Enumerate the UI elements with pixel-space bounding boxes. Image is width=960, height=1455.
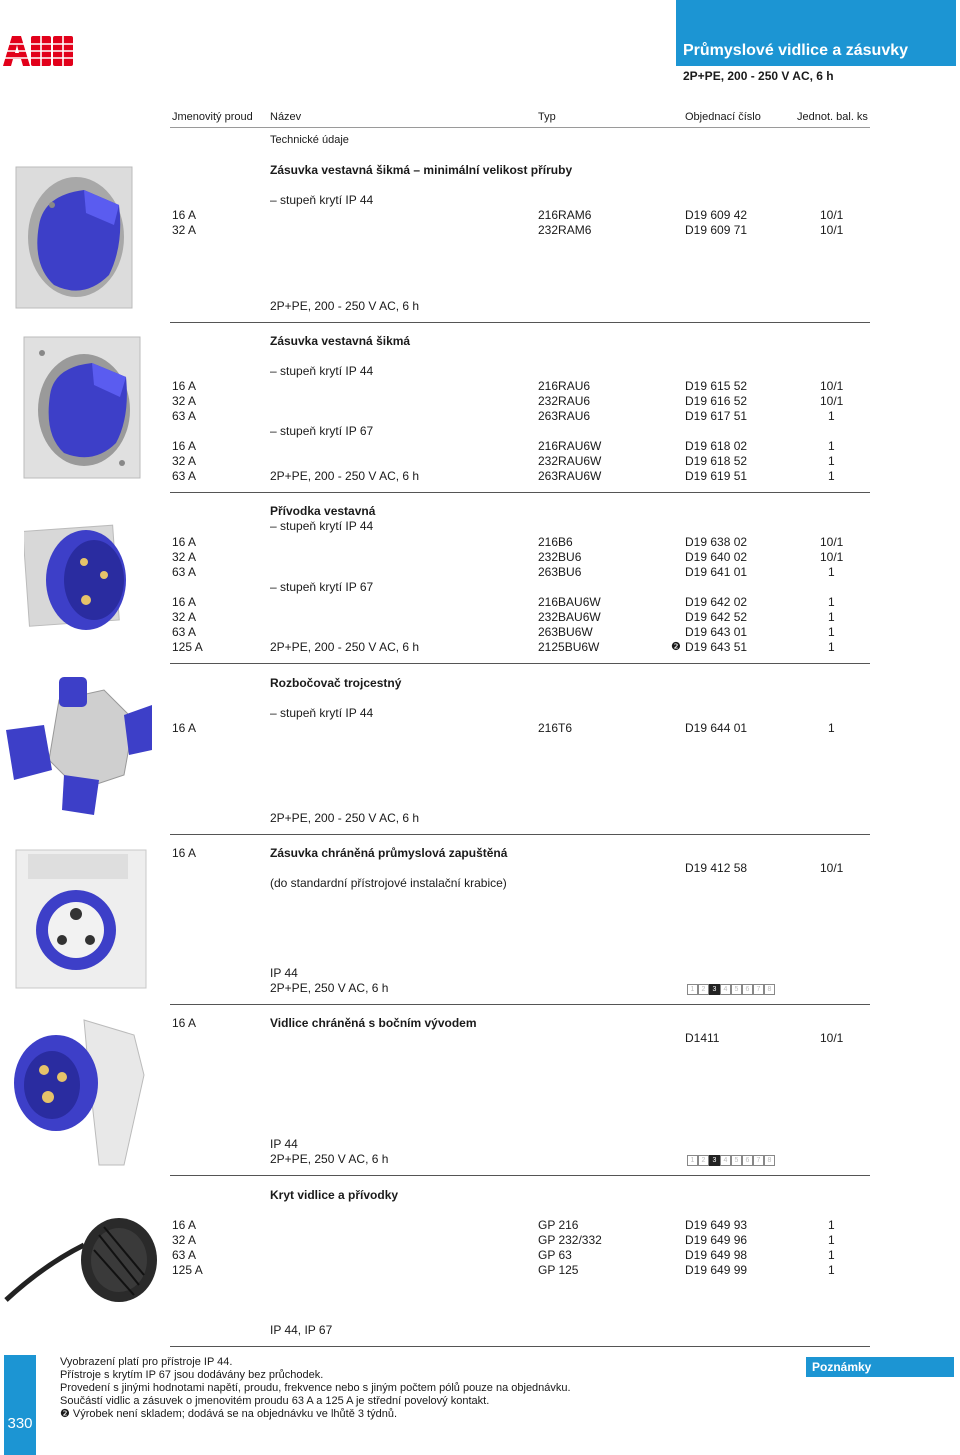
spec-text: 2P+PE, 200 - 250 V AC, 6 h bbox=[270, 299, 420, 313]
cell-pack: 1 bbox=[828, 439, 835, 453]
cell-current: 16 A bbox=[172, 595, 197, 609]
spec-text: IP 44, IP 67 bbox=[270, 1323, 333, 1337]
cell-pack: 1 bbox=[828, 721, 835, 735]
cell-pack: 1 bbox=[828, 469, 835, 483]
cell-type: GP 63 bbox=[538, 1248, 572, 1262]
section-title: Kryt vidlice a přívodky bbox=[270, 1188, 399, 1202]
footnote: Vyobrazení platí pro přístroje IP 44. bbox=[60, 1356, 233, 1368]
footnote: Součástí vidlic a zásuvek o jmenovitém proudu 63 A a 125 A je střední povelový kontakt. bbox=[60, 1395, 490, 1407]
cell-order: D19 649 98 bbox=[685, 1248, 748, 1262]
spec-box: 5 bbox=[731, 1155, 742, 1166]
cell-order: D19 649 99 bbox=[685, 1263, 748, 1277]
ip-label: – stupeň krytí IP 67 bbox=[270, 424, 374, 438]
section-title: Vidlice chráněná s bočním vývodem bbox=[270, 1016, 477, 1030]
cell-current: 16 A bbox=[172, 1016, 197, 1030]
cell-pack: 1 bbox=[828, 1248, 835, 1262]
cell-current: 16 A bbox=[172, 535, 197, 549]
cell-order: D19 649 93 bbox=[685, 1218, 748, 1232]
spec-text: 2P+PE, 250 V AC, 6 h bbox=[270, 1152, 389, 1166]
ip-label: IP 44 bbox=[270, 966, 298, 980]
angled-socket-image bbox=[14, 165, 134, 310]
cell-type: 216B6 bbox=[538, 535, 573, 549]
spec-box: 2 bbox=[698, 984, 709, 995]
cell-type: 232RAU6W bbox=[538, 454, 602, 468]
cell-type: 216RAU6W bbox=[538, 439, 602, 453]
col-name: Název bbox=[270, 111, 302, 123]
cell-order: D19 640 02 bbox=[685, 550, 748, 564]
cell-current: 16 A bbox=[172, 208, 197, 222]
col-type: Typ bbox=[538, 111, 556, 123]
spec-text: 2P+PE, 200 - 250 V AC, 6 h bbox=[270, 469, 420, 483]
cell-order: D1411 bbox=[685, 1031, 720, 1045]
ip-label: – stupeň krytí IP 67 bbox=[270, 580, 374, 594]
cell-pack: 1 bbox=[828, 610, 835, 624]
divider bbox=[170, 663, 870, 664]
cell-current: 63 A bbox=[172, 565, 197, 579]
cell-pack: 1 bbox=[828, 1218, 835, 1232]
spec-box: 4 bbox=[720, 984, 731, 995]
cell-current: 63 A bbox=[172, 409, 197, 423]
divider bbox=[170, 322, 870, 323]
ip-label: – stupeň krytí IP 44 bbox=[270, 193, 374, 207]
cell-type: GP 216 bbox=[538, 1218, 579, 1232]
cell-order: D19 642 02 bbox=[685, 595, 748, 609]
cell-current: 63 A bbox=[172, 469, 197, 483]
cell-type: GP 125 bbox=[538, 1263, 579, 1277]
divider bbox=[170, 834, 870, 835]
cell-order: D19 638 02 bbox=[685, 535, 748, 549]
cell-current: 16 A bbox=[172, 379, 197, 393]
cell-current: 32 A bbox=[172, 550, 197, 564]
col-tech: Technické údaje bbox=[270, 134, 349, 146]
cell-current: 125 A bbox=[172, 1263, 203, 1277]
cell-pack: 10/1 bbox=[820, 223, 844, 237]
cell-pack: 10/1 bbox=[820, 394, 844, 408]
cell-pack: 1 bbox=[828, 595, 835, 609]
cell-type: 263BU6W bbox=[538, 625, 593, 639]
divider bbox=[170, 1004, 870, 1005]
cell-current: 16 A bbox=[172, 721, 197, 735]
cell-type: 232BAU6W bbox=[538, 610, 601, 624]
panel-inlet-image bbox=[24, 520, 134, 635]
cell-pack: 1 bbox=[828, 565, 835, 579]
col-current: Jmenovitý proud bbox=[172, 111, 253, 123]
cell-pack: 1 bbox=[828, 1233, 835, 1247]
cell-current: 32 A bbox=[172, 394, 197, 408]
ip-label: – stupeň krytí IP 44 bbox=[270, 364, 374, 378]
three-way-adapter-image bbox=[4, 675, 154, 820]
divider bbox=[170, 127, 870, 128]
cell-order: D19 609 71 bbox=[685, 223, 748, 237]
angled-socket-image bbox=[22, 335, 142, 480]
cell-pack: 1 bbox=[828, 409, 835, 423]
cover-cap-image bbox=[4, 1205, 160, 1325]
spec-box: 7 bbox=[753, 984, 764, 995]
spec-box: 1 bbox=[687, 1155, 698, 1166]
ip-label: – stupeň krytí IP 44 bbox=[270, 519, 374, 533]
note-text: (do standardní přístrojové instalační krabice) bbox=[270, 876, 507, 890]
divider bbox=[170, 1346, 870, 1347]
cell-current: 63 A bbox=[172, 1248, 197, 1262]
spec-box: 4 bbox=[720, 1155, 731, 1166]
cell-type: 232BU6 bbox=[538, 550, 582, 564]
side-outlet-plug-image bbox=[4, 1015, 154, 1170]
section-title: Zásuvka chráněná průmyslová zapuštěná bbox=[270, 846, 508, 860]
cell-pack: 10/1 bbox=[820, 379, 844, 393]
cell-order: D19 641 01 bbox=[685, 565, 748, 579]
cell-type: 216T6 bbox=[538, 721, 573, 735]
cell-type: GP 232/332 bbox=[538, 1233, 602, 1247]
cell-type: 263BU6 bbox=[538, 565, 582, 579]
cell-type: 216RAM6 bbox=[538, 208, 592, 222]
cell-type: 232RAM6 bbox=[538, 223, 592, 237]
footnote: ❷ Výrobek není skladem; dodává se na objednávku ve lhůtě 3 týdnů. bbox=[60, 1408, 398, 1420]
cell-pack: 1 bbox=[828, 1263, 835, 1277]
col-pack: Jednot. bal. ks bbox=[797, 111, 868, 123]
cell-order: D19 617 51 bbox=[685, 409, 748, 423]
cell-type: 232RAU6 bbox=[538, 394, 591, 408]
flush-socket-image bbox=[14, 848, 150, 993]
divider bbox=[170, 492, 870, 493]
cell-order: D19 643 01 bbox=[685, 625, 748, 639]
cell-order: D19 649 96 bbox=[685, 1233, 748, 1247]
spec-box-active: 3 bbox=[709, 1155, 720, 1166]
cell-order: D19 619 51 bbox=[685, 469, 748, 483]
cell-order: D19 643 51 bbox=[685, 640, 748, 654]
cell-current: 32 A bbox=[172, 1233, 197, 1247]
spec-box: 1 bbox=[687, 984, 698, 995]
cell-pack: 10/1 bbox=[820, 550, 844, 564]
cell-order: D19 615 52 bbox=[685, 379, 748, 393]
cell-type: 263RAU6W bbox=[538, 469, 602, 483]
divider bbox=[170, 1175, 870, 1176]
spec-box: 6 bbox=[742, 1155, 753, 1166]
section-title: Přívodka vestavná bbox=[270, 504, 376, 518]
cell-order: D19 412 58 bbox=[685, 861, 748, 875]
spec-text: 2P+PE, 200 - 250 V AC, 6 h bbox=[270, 640, 420, 654]
spec-box: 7 bbox=[753, 1155, 764, 1166]
cell-pack: 10/1 bbox=[820, 1031, 844, 1045]
spec-text: 2P+PE, 200 - 250 V AC, 6 h bbox=[270, 811, 420, 825]
footnote: Provedení s jinými hodnotami napětí, proudu, frekvence nebo s jiným počtem pólů pouze na objednávku. bbox=[60, 1382, 571, 1394]
spec-box-active: 3 bbox=[709, 984, 720, 995]
page-title: Průmyslové vidlice a zásuvky bbox=[683, 42, 909, 59]
page-number-box bbox=[4, 1355, 36, 1455]
cell-current: 16 A bbox=[172, 439, 197, 453]
cell-order: D19 644 01 bbox=[685, 721, 748, 735]
cell-order: D19 618 52 bbox=[685, 454, 748, 468]
cell-type: 2125BU6W bbox=[538, 640, 600, 654]
cell-order: D19 642 52 bbox=[685, 610, 748, 624]
abb-logo bbox=[3, 36, 73, 66]
section-title: Rozbočovač trojcestný bbox=[270, 676, 402, 690]
cell-type: 216RAU6 bbox=[538, 379, 591, 393]
cell-current: 32 A bbox=[172, 223, 197, 237]
section-title: Zásuvka vestavná šikmá bbox=[270, 334, 411, 348]
page-subtitle: 2P+PE, 200 - 250 V AC, 6 h bbox=[683, 69, 834, 83]
spec-text: 2P+PE, 250 V AC, 6 h bbox=[270, 981, 389, 995]
cell-current: 63 A bbox=[172, 625, 197, 639]
cell-order: D19 616 52 bbox=[685, 394, 748, 408]
notes-label: Poznámky bbox=[812, 1360, 872, 1374]
spec-box: 6 bbox=[742, 984, 753, 995]
cell-pack: 10/1 bbox=[820, 861, 844, 875]
cell-current: 32 A bbox=[172, 454, 197, 468]
col-order: Objednací číslo bbox=[685, 111, 761, 123]
cell-current: 16 A bbox=[172, 846, 197, 860]
cell-pack: 1 bbox=[828, 625, 835, 639]
footnote: Přístroje s krytím IP 67 jsou dodávány bez průchodek. bbox=[60, 1369, 324, 1381]
spec-box: 8 bbox=[764, 984, 775, 995]
section-title: Zásuvka vestavná šikmá – minimální velikost příruby bbox=[270, 163, 573, 177]
spec-box: 8 bbox=[764, 1155, 775, 1166]
cell-pack: 1 bbox=[828, 640, 835, 654]
ip-label: – stupeň krytí IP 44 bbox=[270, 706, 374, 720]
cell-current: 32 A bbox=[172, 610, 197, 624]
cell-current: 16 A bbox=[172, 1218, 197, 1232]
spec-box: 5 bbox=[731, 984, 742, 995]
cell-pack: 1 bbox=[828, 454, 835, 468]
cell-type: 216BAU6W bbox=[538, 595, 601, 609]
cell-current: 125 A bbox=[172, 640, 203, 654]
spec-box: 2 bbox=[698, 1155, 709, 1166]
ip-label: IP 44 bbox=[270, 1137, 298, 1151]
cell-order: D19 609 42 bbox=[685, 208, 748, 222]
not-in-stock-marker: ❷ bbox=[671, 641, 681, 653]
cell-pack: 10/1 bbox=[820, 535, 844, 549]
cell-pack: 10/1 bbox=[820, 208, 844, 222]
page-number: 330 bbox=[7, 1415, 33, 1432]
cell-type: 263RAU6 bbox=[538, 409, 591, 423]
cell-order: D19 618 02 bbox=[685, 439, 748, 453]
